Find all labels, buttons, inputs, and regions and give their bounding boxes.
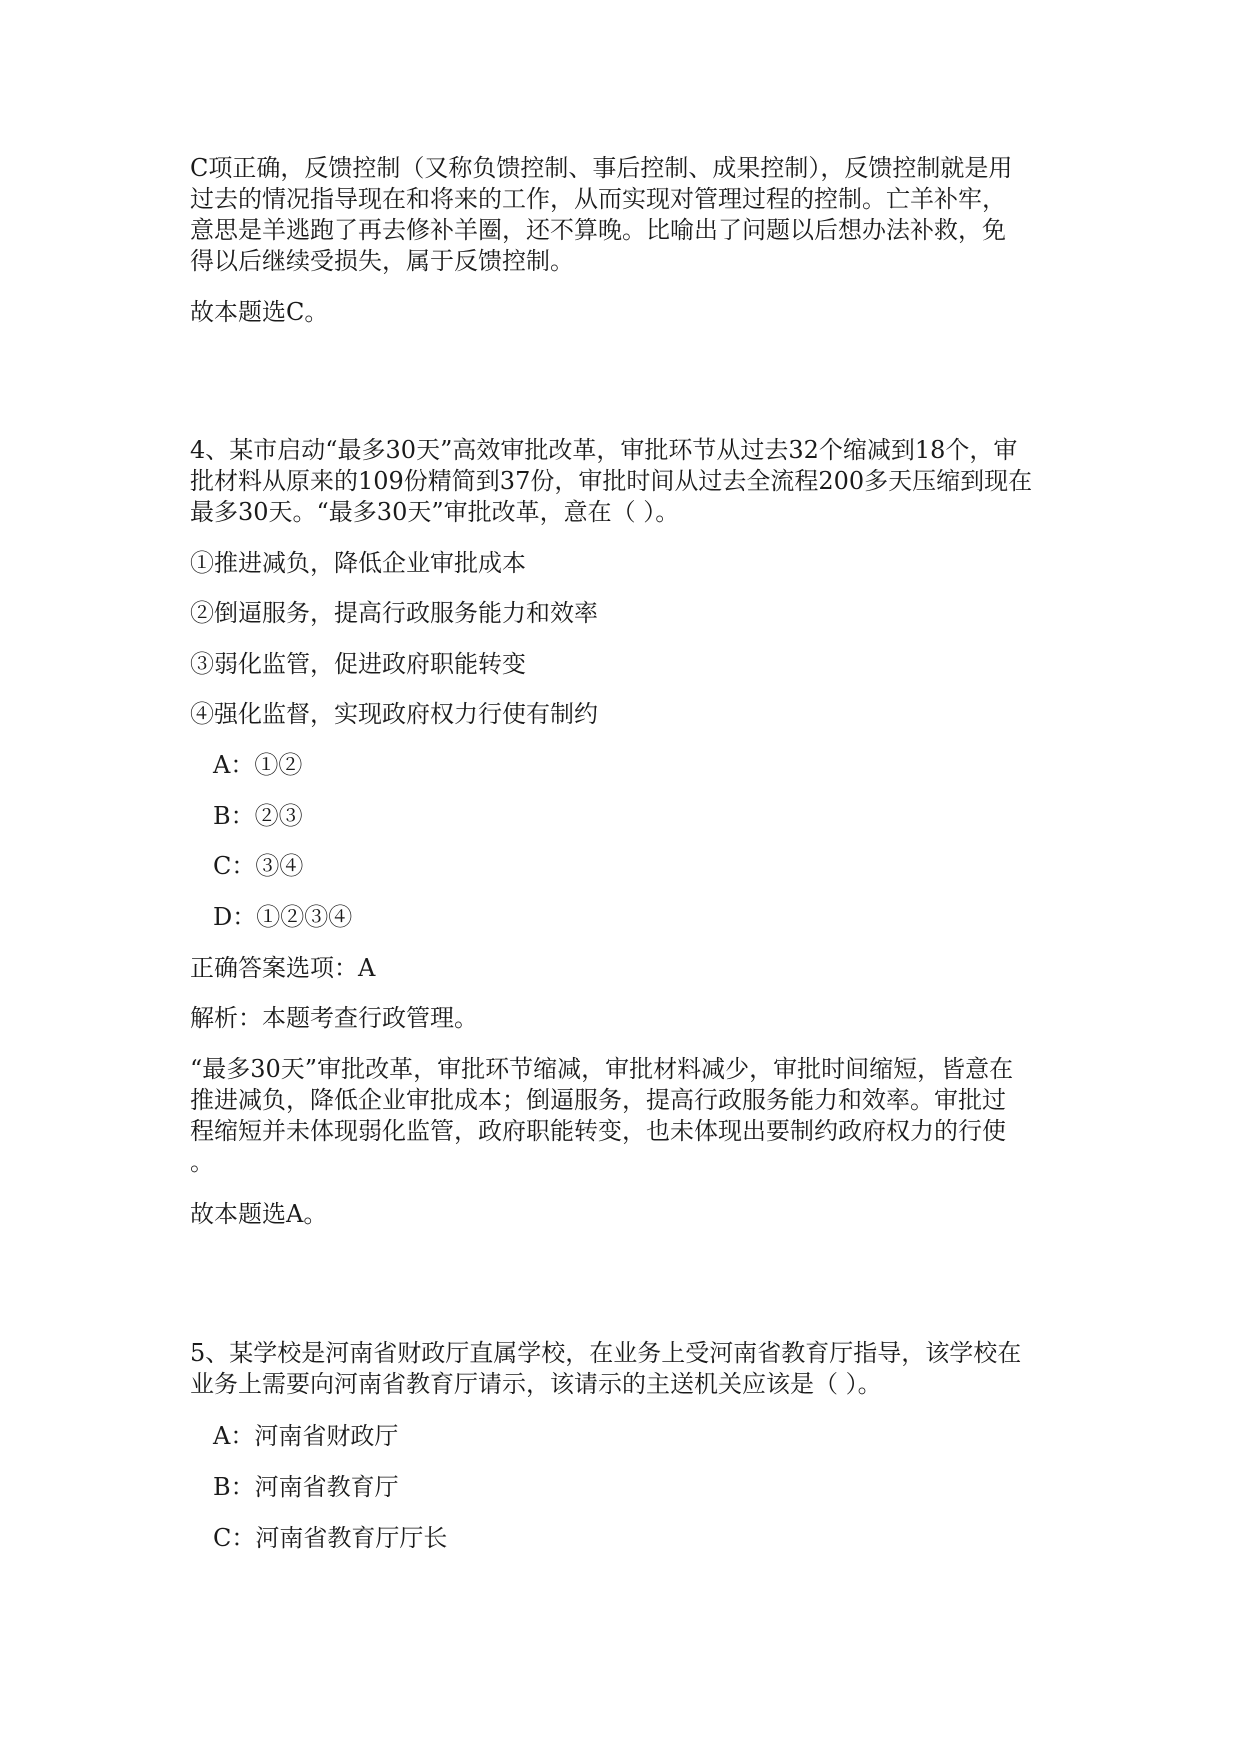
q5-stem-line-2: 业务上需要向河南省教育厅请示，该请示的主送机关应该是（ ）。 (190, 1370, 882, 1398)
q3-explanation-line-1: C项正确，反馈控制（又称负馈控制、事后控制、成果控制），反馈控制就是用 (190, 154, 1013, 182)
q4-statement-2: ②倒逼服务，提高行政服务能力和效率 (190, 599, 598, 627)
q4-stem-line-1: 4、某市启动“最多30天”高效审批改革，审批环节从过去32个缩减到18个，审 (190, 436, 1018, 464)
q5-stem-line-1: 5、某学校是河南省财政厅直属学校，在业务上受河南省教育厅指导，该学校在 (190, 1339, 1022, 1367)
q4-explanation-line-2: 推进减负，降低企业审批成本；倒逼服务，提高行政服务能力和效率。审批过 (190, 1086, 1006, 1114)
q5-option-a: A：河南省财政厅 (213, 1422, 399, 1450)
q5-option-b: B：河南省教育厅 (213, 1473, 399, 1501)
q3-explanation-line-3: 意思是羊逃跑了再去修补羊圈，还不算晚。比喻出了问题以后想办法补救，免 (190, 216, 1006, 244)
q3-conclusion: 故本题选C。 (190, 298, 329, 326)
q4-option-c: C：③④ (213, 852, 304, 880)
q4-explanation-line-1: “最多30天”审批改革，审批环节缩减，审批材料减少，审批时间缩短，皆意在 (190, 1055, 1014, 1083)
q4-statement-3: ③弱化监管，促进政府职能转变 (190, 650, 526, 678)
q4-explanation-line-3: 程缩短并未体现弱化监管，政府职能转变，也未体现出要制约政府权力的行使 (190, 1117, 1006, 1145)
q4-explanation-line-4: 。 (190, 1148, 214, 1176)
q4-statement-4: ④强化监督，实现政府权力行使有制约 (190, 700, 598, 728)
q4-analysis: 解析：本题考查行政管理。 (190, 1004, 478, 1032)
q4-stem-line-3: 最多30天。“最多30天”审批改革，意在（ ）。 (190, 498, 680, 526)
q4-statement-1: ①推进减负，降低企业审批成本 (190, 549, 526, 577)
q4-option-b: B：②③ (213, 802, 303, 830)
q5-option-c: C：河南省教育厅厅长 (213, 1524, 448, 1552)
q3-explanation-line-4: 得以后继续受损失，属于反馈控制。 (190, 247, 574, 275)
q3-explanation-line-2: 过去的情况指导现在和将来的工作，从而实现对管理过程的控制。亡羊补牢， (190, 185, 1006, 213)
q4-option-d: D：①②③④ (213, 903, 353, 931)
q4-stem-line-2: 批材料从原来的109份精简到37份，审批时间从过去全流程200多天压缩到现在 (190, 467, 1033, 495)
q4-option-a: A：①② (213, 751, 303, 779)
q4-answer: 正确答案选项：A (190, 954, 376, 982)
q4-conclusion: 故本题选A。 (190, 1200, 328, 1228)
